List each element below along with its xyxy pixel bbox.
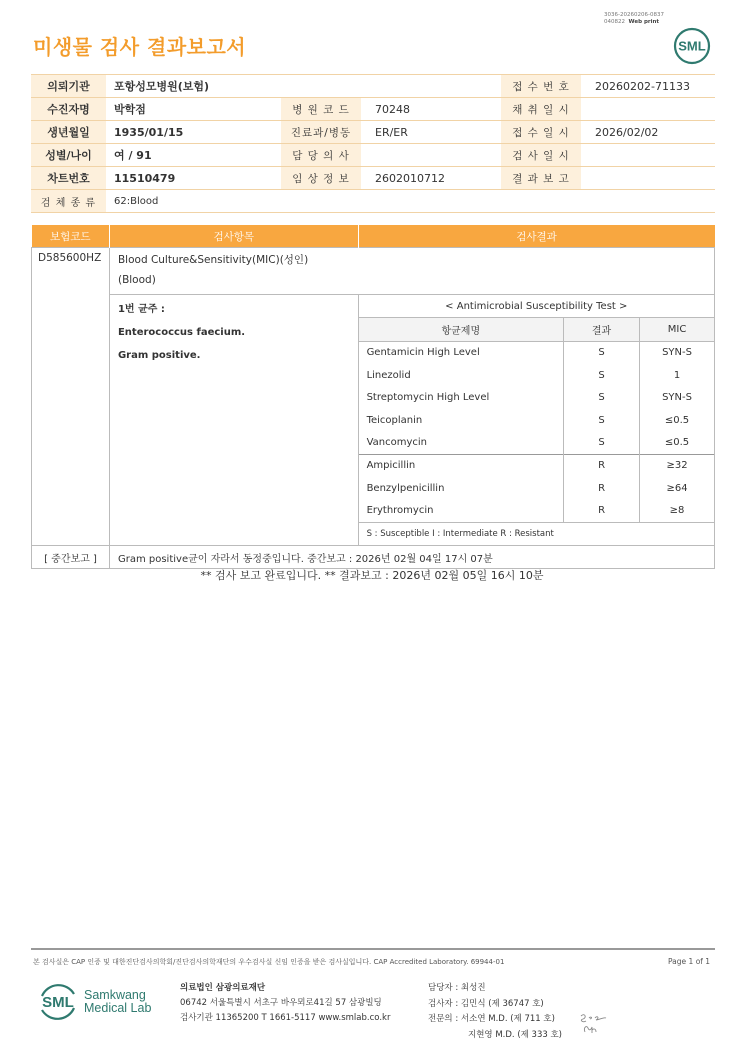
drug-name: Teicoplanin <box>366 414 423 426</box>
drug-mic: ≥64 <box>640 477 714 499</box>
value-test-time <box>581 144 715 167</box>
label-requester: 의뢰기관 <box>31 75 106 98</box>
info-row <box>31 144 715 167</box>
result-header-row <box>32 225 715 248</box>
interim-text: Gram positive균이 자라서 동정중입니다. 중간보고 : 2026년 02월 04일 17시 07분 <box>109 546 714 569</box>
drug-result: S <box>564 364 640 386</box>
header-test-result: 검사결과 <box>358 225 714 248</box>
header-insurance-code: 보험코드 <box>32 225 110 248</box>
drug-result: S <box>564 341 640 364</box>
drug-result: S <box>564 431 640 454</box>
info-row <box>31 98 715 121</box>
footer-certification: 본 검사실은 CAP 인증 및 대한진단검사의학회/진단검사의학재단의 우수검사실 신임 인증을 받은 검사실입니다. CAP Accredited Laboratory. 69944-01 <box>33 958 505 966</box>
logo-text: SML <box>678 38 706 54</box>
ast-row <box>359 431 714 454</box>
insurance-code: D585600HZ <box>32 248 110 546</box>
drug-result: S <box>564 387 640 409</box>
value-patient-name: 박학점 <box>106 98 281 121</box>
drug-mic: ≤0.5 <box>640 409 714 431</box>
label-patient-name: 수진자명 <box>31 98 106 121</box>
drug-name: Benzylpenicillin <box>366 482 445 494</box>
drug-name: Erythromycin <box>366 505 434 517</box>
sml-footer-logo-icon <box>36 980 80 1024</box>
logo-name-line1: Samkwang <box>84 988 146 1002</box>
footer-divider <box>31 948 715 950</box>
value-specimen: 62:Blood <box>106 190 715 213</box>
label-hospital-code: 병 원 코 드 <box>281 98 361 121</box>
patient-info-table <box>31 74 715 213</box>
test-item-cell <box>109 248 714 295</box>
interim-report-row <box>32 546 715 569</box>
logo-name-line2: Medical Lab <box>84 1001 152 1015</box>
org-name: 의료법인 삼광의료재단 <box>180 983 266 993</box>
ast-header-row <box>359 318 714 341</box>
page-number: Page 1 of 1 <box>668 957 711 966</box>
drug-result: R <box>564 454 640 477</box>
drug-name: Ampicillin <box>359 454 564 477</box>
label-sex-age: 성별/나이 <box>31 144 106 167</box>
ast-cell <box>358 295 714 546</box>
ast-row <box>359 454 714 477</box>
ast-title: < Antimicrobial Susceptibility Test > <box>359 295 714 318</box>
org-contact: 검사기관 11365200 T 1661-5117 www.smlab.co.kr <box>180 1013 391 1023</box>
value-physician <box>361 144 501 167</box>
ast-legend: S : Susceptible I : Intermediate R : Resistant <box>359 522 714 545</box>
value-chart-no: 11510479 <box>106 167 281 190</box>
drug-mic: SYN-S <box>640 387 714 409</box>
ast-title-row <box>359 295 714 318</box>
organism-row <box>32 295 715 546</box>
test-item-specimen: (Blood) <box>117 274 156 286</box>
ast-row <box>359 477 714 499</box>
test-item-row <box>32 248 715 295</box>
organism-label: 1번 균주 : <box>117 304 165 315</box>
organization-info <box>180 981 390 1026</box>
info-row <box>31 75 715 98</box>
staff-specialist-2: 지현영 M.D. (제 333 호) <box>468 1029 563 1040</box>
staff-info <box>428 981 562 1043</box>
value-received-time: 2026/02/02 <box>581 121 715 144</box>
footer-logo-name <box>84 989 151 1015</box>
drug-mic: ≥32 <box>640 454 714 477</box>
ast-row <box>359 500 714 523</box>
value-collection-time <box>581 98 715 121</box>
staff-manager: 담당자 : 최성진 <box>428 983 486 993</box>
staff-specialist: 전문의 : 서소연 M.D. (제 711 호) <box>428 1014 555 1024</box>
drug-result: S <box>564 409 640 431</box>
drug-name: Gentamicin High Level <box>366 347 480 359</box>
document-number: 3036-20260206-0837 040822 Web print <box>604 12 664 25</box>
value-accession-no: 20260202-71133 <box>581 75 715 98</box>
value-birthdate: 1935/01/15 <box>106 121 281 144</box>
signature <box>577 1010 611 1039</box>
label-test-time: 검 사 일 시 <box>501 144 581 167</box>
footer-logo-text: SML <box>42 994 74 1011</box>
page-title: 미생물 검사 결과보고서 <box>33 35 247 59</box>
organism-cell <box>109 295 358 546</box>
drug-name: Streptomycin High Level <box>366 392 490 404</box>
label-department: 진료과/병동 <box>281 121 361 144</box>
interim-label: [ 중간보고 ] <box>32 546 110 569</box>
value-hospital-code: 70248 <box>361 98 501 121</box>
drug-result: R <box>564 500 640 523</box>
value-result-report <box>581 167 715 190</box>
header-test-item: 검사항목 <box>109 225 358 248</box>
drug-name: Vancomycin <box>366 437 427 449</box>
label-received-time: 접 수 일 시 <box>501 121 581 144</box>
ast-header-result: 결과 <box>564 318 640 341</box>
label-birthdate: 생년월일 <box>31 121 106 144</box>
drug-mic: 1 <box>640 364 714 386</box>
organism-name: Enterococcus faecium. <box>117 327 246 338</box>
label-chart-no: 차트번호 <box>31 167 106 190</box>
value-sex-age: 여 / 91 <box>106 144 281 167</box>
label-collection-time: 채 취 일 시 <box>501 98 581 121</box>
info-row <box>31 190 715 213</box>
label-accession-no: 접 수 번 호 <box>501 75 581 98</box>
label-physician: 담 당 의 사 <box>281 144 361 167</box>
gram-stain: Gram positive. <box>117 350 201 361</box>
ast-row <box>359 387 714 409</box>
ast-header-drug: 항균제명 <box>359 318 564 341</box>
info-row <box>31 121 715 144</box>
ast-row <box>359 364 714 386</box>
test-item-name: Blood Culture&Sensitivity(MIC)(성인) <box>117 254 309 266</box>
final-report-note: ** 검사 보고 완료입니다. ** 결과보고 : 2026년 02월 05일 16시 10분 <box>200 569 544 582</box>
value-requester: 포항성모병원(보험) <box>106 75 501 98</box>
footer-logo <box>36 980 151 1024</box>
drug-name: Linezolid <box>366 369 411 381</box>
label-specimen: 검 체 종 류 <box>31 190 106 213</box>
label-result-report: 결 과 보 고 <box>501 167 581 190</box>
result-table <box>31 225 715 569</box>
ast-legend-row <box>359 522 714 545</box>
info-row <box>31 167 715 190</box>
sml-logo-icon <box>672 26 712 66</box>
value-clinical-info: 2602010712 <box>361 167 501 190</box>
staff-tester: 검사자 : 김민식 (제 36747 호) <box>428 998 544 1009</box>
ast-row <box>359 341 714 364</box>
drug-mic: ≤0.5 <box>640 431 714 454</box>
ast-header-mic: MIC <box>640 318 714 341</box>
drug-mic: SYN-S <box>640 341 714 364</box>
drug-result: R <box>564 477 640 499</box>
value-department: ER/ER <box>361 121 501 144</box>
ast-row <box>359 409 714 431</box>
signature-icon <box>577 1010 611 1036</box>
drug-mic: ≥8 <box>640 500 714 523</box>
org-address: 06742 서울특별시 서초구 바우뫼로41길 57 삼광빌딩 <box>180 998 382 1008</box>
ast-table <box>359 295 714 545</box>
label-clinical-info: 임 상 정 보 <box>281 167 361 190</box>
